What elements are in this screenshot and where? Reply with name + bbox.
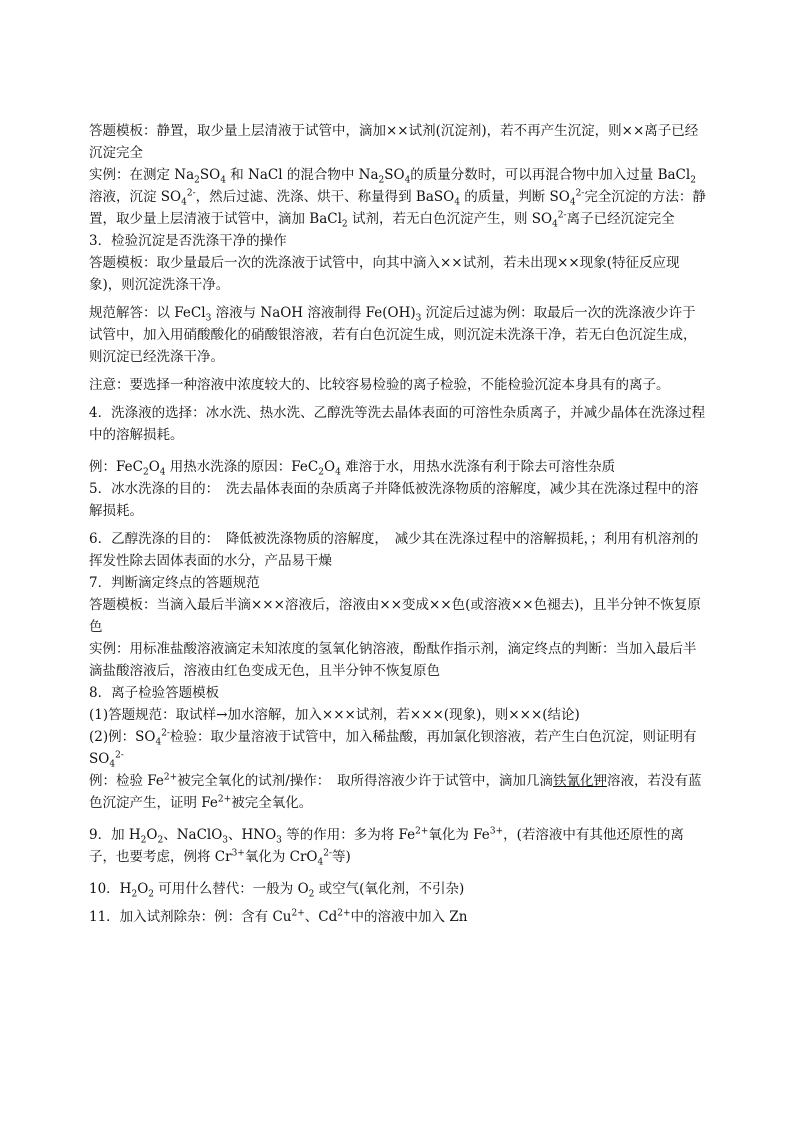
text-run: 沉淀后过滤为例：取最后一次的洗涤液少许于试管中，加入用硝酸酸化的硝酸银溶液，若有白色沉淀生成，则沉淀未洗涤干净，若无白色沉淀生成，则沉淀已经洗涤干净。 <box>89 305 697 365</box>
paragraph-p13 <box>89 638 709 682</box>
text-run: 被完全氧化。 <box>231 795 313 811</box>
text-run: 2 <box>194 175 200 186</box>
text-run: 难溶于水，用热水洗涤有利于除去可溶性杂质 <box>340 459 616 475</box>
text-run: 4 <box>109 759 116 770</box>
text-run: 实例：在测定 Na <box>89 167 195 183</box>
text-run: ，然后过滤、洗涤、烘干、称量得到 BaSO <box>195 189 455 205</box>
text-run: 的质量，判断 SO <box>459 189 570 205</box>
text-run: 8．离子检验答题模板 <box>89 685 220 701</box>
text-run: 2 <box>131 889 138 900</box>
text-run: 例：FeC <box>89 459 143 475</box>
text-run: 4 <box>335 467 341 478</box>
text-run: SO <box>199 167 221 183</box>
paragraph-p10 <box>89 528 709 572</box>
text-run: 注意：要选择一种溶液中浓度较大的、比较容易检验的离子检验，不能检验沉淀本身具有的离子。 <box>89 377 670 393</box>
text-run: (2)例：SO <box>89 729 156 745</box>
text-run: 检验：取少量溶液于试管中，加入稀盐酸，再加氯化钡溶液，若产生白色沉淀，则证明有 SO <box>89 729 697 767</box>
text-run: 4 <box>155 737 162 748</box>
text-run: 9．加 H <box>89 827 141 843</box>
text-run: 2 <box>140 835 147 846</box>
paragraph-p14 <box>89 682 709 704</box>
text-run: 4 <box>569 197 576 208</box>
text-run: 用热水洗涤的原因：FeC <box>165 459 319 475</box>
text-run: 4．洗涤液的选择：冰水洗、热水洗、乙醇洗等洗去晶体表面的可溶性杂质离子，并减少晶体在洗涤过程中的溶解损耗。 <box>89 405 706 443</box>
text-run: SO <box>384 167 405 183</box>
text-run: 4 <box>552 219 558 230</box>
text-run: 可用什么替代：一般为 O <box>154 881 309 897</box>
text-run: 4 <box>220 175 226 186</box>
paragraph-p4 <box>89 252 709 296</box>
text-run: 4 <box>317 857 324 868</box>
text-run: 3 <box>276 835 282 846</box>
text-run: 3 <box>205 313 212 324</box>
text-run: 规范解答：以 FeCl <box>89 305 206 321</box>
paragraph-p9 <box>89 478 709 522</box>
text-run: 溶液，若没有蓝色沉淀产生，证明 Fe <box>89 773 702 811</box>
text-run: 的质量分数时，可以再混合物中加入过量 BaCl <box>410 167 691 183</box>
text-run: 2+ <box>291 908 305 919</box>
text-run: 和 NaCl 的混合物中 Na <box>225 167 379 183</box>
text-run: 2 <box>142 467 149 478</box>
text-run: 氧化为 Fe <box>428 827 490 843</box>
text-run: 试剂，若无白色沉淀产生，则 SO <box>347 211 553 227</box>
text-run: 等) <box>332 849 351 865</box>
text-run: 2 <box>318 467 324 478</box>
text-run: 11．加入试剂除杂：例：含有 Cu <box>89 909 292 925</box>
text-run: 2+ <box>337 908 351 919</box>
paragraph-p6 <box>89 374 709 396</box>
text-run: 3 <box>222 835 229 846</box>
text-run: 铁氰化钾 <box>553 773 608 789</box>
paragraph-p7 <box>89 402 709 446</box>
text-run: 、Cd <box>304 909 338 925</box>
text-run: 4 <box>404 175 411 186</box>
text-run: 10．H <box>89 881 132 897</box>
text-run: 2 <box>690 175 696 186</box>
text-run: 2 <box>308 889 315 900</box>
text-run: 2 <box>148 889 154 900</box>
paragraph-p11 <box>89 572 709 594</box>
text-run: 答题模板：静置，取少量上层清液于试管中，滴加××试剂(沉淀剂)，若不再产生沉淀，则××离子已经沉淀完全 <box>89 123 699 161</box>
text-run: 3+ <box>231 848 245 859</box>
text-run: O <box>323 459 336 475</box>
text-run: 2- <box>161 728 170 739</box>
text-run: 2+ <box>415 826 429 837</box>
text-run: 被完全氧化的试剂/操作： 取所得溶液少许于试管中，滴加几滴 <box>177 773 554 789</box>
text-run: 例：检验 Fe <box>89 773 164 789</box>
text-run: O <box>137 881 149 897</box>
text-run: 等的作用：多为将 Fe <box>281 827 416 843</box>
paragraph-p16 <box>89 726 709 770</box>
text-run: 2- <box>323 848 333 859</box>
document-body <box>89 120 709 928</box>
text-run: 2- <box>557 210 567 221</box>
text-run: 4 <box>181 197 187 208</box>
text-run: 氧化为 CrO <box>244 849 318 865</box>
paragraph-p19 <box>89 878 709 900</box>
text-run: 或空气(氧化剂，不引杂) <box>314 881 465 897</box>
text-run: 、HNO <box>228 827 277 843</box>
paragraph-p20 <box>89 906 709 928</box>
text-run: 2 <box>341 219 348 230</box>
text-run: 实例：用标准盐酸溶液滴定未知浓度的氢氧化钠溶液，酚酞作指示剂，滴定终点的判断：当加入最后半滴盐酸溶液后，溶液由红色变成无色，且半分钟不恢复原色 <box>89 641 697 679</box>
text-run: 6．乙醇洗涤的目的： 降低被洗涤物质的溶解度， 减少其在洗涤过程中的溶解损耗，；利用有机溶剂的挥发性除去固体表面的水分，产品易干燥 <box>89 531 699 569</box>
paragraph-p1 <box>89 120 709 164</box>
text-run: 7．判断滴定终点的答题规范 <box>89 575 260 591</box>
text-run: 5．冰水洗涤的目的： 洗去晶体表面的杂质离子并降低被洗涤物质的溶解度，减少其在洗涤过程中的溶解损耗。 <box>89 481 699 519</box>
text-run: 溶液，沉淀 SO <box>89 189 182 205</box>
paragraph-p3 <box>89 230 709 252</box>
text-run: 3．检验沉淀是否洗涤干净的操作 <box>89 233 287 249</box>
text-run: 3+ <box>489 826 504 837</box>
text-run: 2 <box>378 175 385 186</box>
text-run: 答题模板：取少量最后一次的洗涤液于试管中，向其中滴入××试剂，若未出现××现象(特征反应现象)，则沉淀洗涤干净。 <box>89 255 680 293</box>
text-run: 2- <box>186 188 196 199</box>
paragraph-p12 <box>89 594 709 638</box>
text-run: O <box>148 459 160 475</box>
text-run: 离子已经沉淀完全 <box>566 211 675 227</box>
paragraph-p18 <box>89 824 709 868</box>
text-run: 2+ <box>163 772 178 783</box>
text-run: (1)答题规范：取试样→加水溶解，加入×××试剂，若×××(现象)，则×××(结论) <box>89 707 580 723</box>
text-run: 中的溶液中加入 Zn <box>350 909 468 925</box>
text-run: 2 <box>157 835 164 846</box>
text-run: 答题模板：当滴入最后半滴×××溶液后，溶液由××变成××色(或溶液××色褪去)，且半分钟不恢复原色 <box>89 597 701 635</box>
text-run: 2- <box>575 188 585 199</box>
text-run: 4 <box>454 197 460 208</box>
text-run: O <box>146 827 158 843</box>
text-run: 溶液与 NaOH 溶液制得 Fe(OH) <box>211 305 416 321</box>
text-run: ，(若溶液中有其他还原性的离子，也要考虑，例将 Cr <box>89 827 684 865</box>
text-run: 3 <box>415 313 422 324</box>
text-run: 完全沉淀的方法：静置，取少量上层清液于试管中，滴加 BaCl <box>89 189 706 227</box>
text-run: 2+ <box>217 794 232 805</box>
text-run: 、NaClO <box>163 827 223 843</box>
paragraph-p17 <box>89 770 709 814</box>
paragraph-p5 <box>89 302 709 368</box>
paragraph-p2 <box>89 164 709 230</box>
text-run: 2- <box>115 750 124 761</box>
paragraph-p15 <box>89 704 709 726</box>
text-run: 4 <box>159 467 166 478</box>
paragraph-p8 <box>89 456 709 478</box>
